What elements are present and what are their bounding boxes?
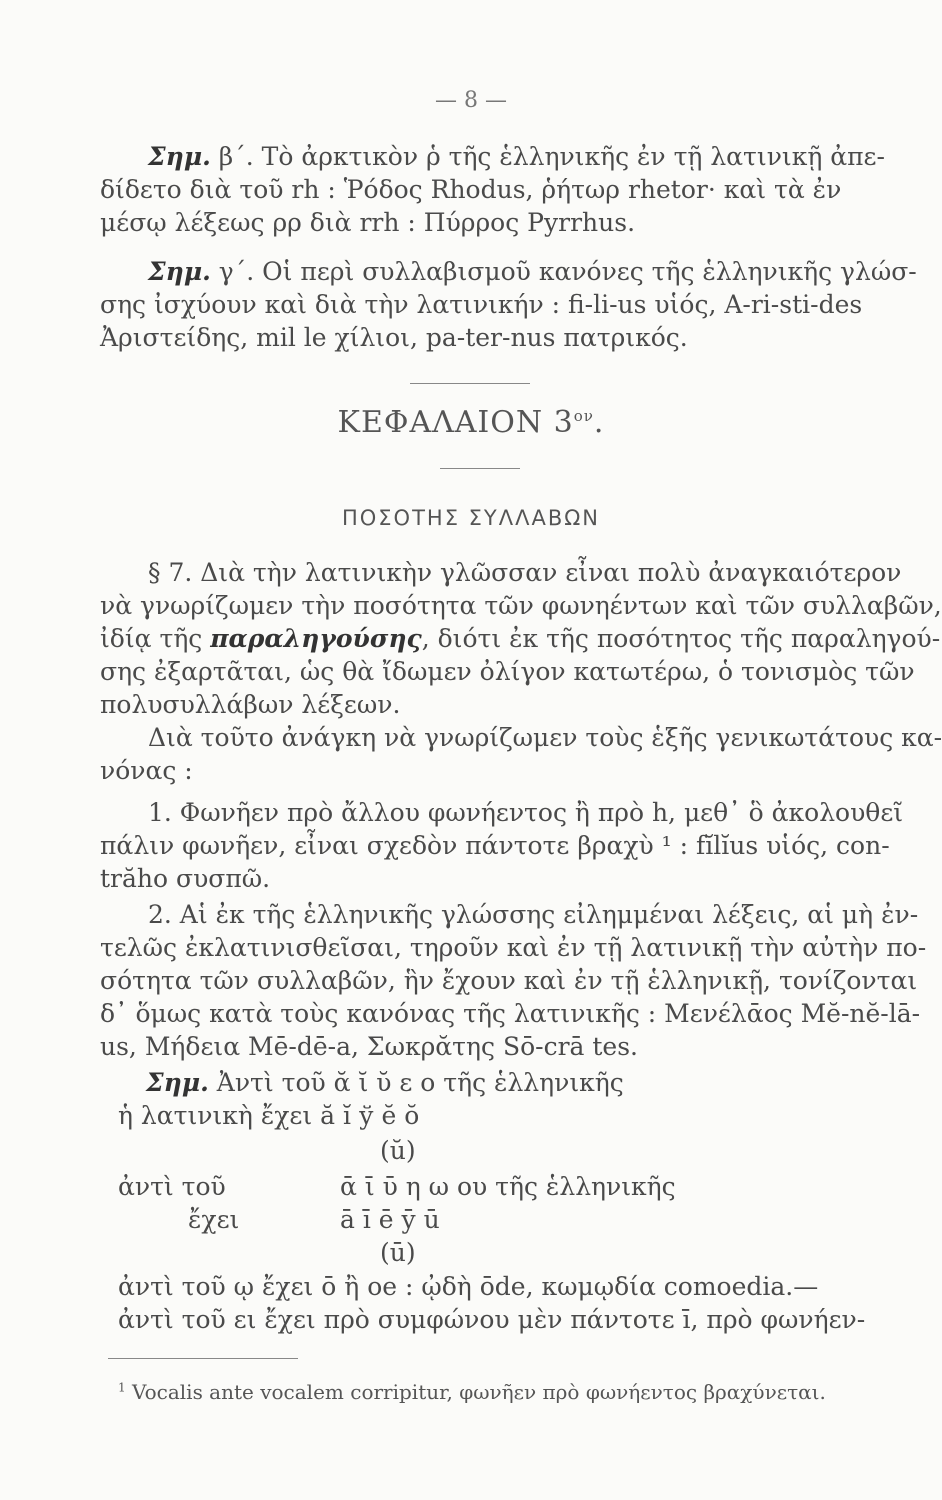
section-7-line-6: Διὰ τοῦτο ἀνάγκη νὰ γνωρίζωμεν τοὺς ἑξῆς γενικωτάτους κα-: [148, 723, 942, 752]
footnote-text: Vocalis ante vocalem corripitur, φωνῆεν πρὸ φωνήεντος βραχύνεται.: [125, 1380, 826, 1404]
page-number: — 8 —: [435, 88, 507, 113]
text: , διότι ἐκ τῆς ποσότητος τῆς παραληγού-: [421, 624, 941, 653]
divider-bottom: [440, 468, 520, 469]
note-beta-line-1: [100, 140, 885, 173]
chapter-title-end: .: [593, 405, 605, 440]
note-gamma-line-1: [100, 255, 917, 288]
note-text: γ΄. Οἱ περὶ συλλαβισμοῦ κανόνες τῆς ἑλληνικῆς γλώσ-: [210, 257, 917, 286]
note-label: Σημ.: [148, 257, 211, 286]
rule-1: [100, 796, 904, 895]
vowel-row-5-values: ā ī ē ȳ ū: [340, 1205, 440, 1234]
note-label: Σημ.: [146, 1068, 209, 1097]
note-beta-line-3: μέσῳ λέξεως ρρ διὰ rrh : Πύρρος Pyrrhus.: [100, 208, 636, 237]
rule-1-line-1: 1. Φωνῆεν πρὸ ἄλλου φωνήεντος ἢ πρὸ h, μεθ᾽ ὃ ἀκολουθεῖ: [148, 798, 904, 827]
rule-2-line-4: δ᾽ ὅμως κατὰ τοὺς κανόνας τῆς λατινικῆς : Μενέλᾱος Mĕ-nĕ-lā-: [100, 999, 921, 1028]
rule-1-line-3: trăho συσπῶ.: [100, 864, 271, 893]
footnote-divider: [108, 1358, 298, 1359]
rule-2-line-1: 2. Αἱ ἐκ τῆς ἑλληνικῆς γλώσσης εἰλημμέναι λέξεις, αἱ μὴ ἐν-: [148, 900, 919, 929]
text: Ἀντὶ τοῦ ᾰ ῐ ῠ ε ο τῆς ἑλληνικῆς: [208, 1068, 624, 1097]
vowel-row-4-values: ᾱ ῑ ῡ η ω ου τῆς ἑλληνικῆς: [340, 1172, 676, 1201]
vowel-row-3: (ŭ): [380, 1136, 416, 1165]
rule-1-line-2: πάλιν φωνῆεν, εἶναι σχεδὸν πάντοτε βραχὺ ¹ : fĭlĭus υἱός, con-: [100, 831, 890, 860]
rule-2-line-3: σότητα τῶν συλλαβῶν, ἣν ἔχουν καὶ ἐν τῇ ἑλληνικῇ, τονίζονται: [100, 966, 918, 995]
note-label: Σημ.: [148, 142, 211, 171]
rule-2: [100, 898, 927, 1063]
emphasis-term: παραληγούσης: [210, 624, 422, 653]
note-gamma-line-2: σης ἰσχύουν καὶ διὰ τὴν λατινικήν : fi-li-us υἱός, A-ri-sti-des: [100, 290, 863, 319]
chapter-title: [0, 405, 942, 440]
section-7: [100, 556, 942, 787]
vowel-row-4-label: ἀντὶ τοῦ: [118, 1172, 226, 1201]
vowel-row-5-label: ἔχει: [188, 1205, 240, 1234]
rule-2-line-5: us, Μήδεια Mē-dē-a, Σωκρᾰτης Sō-crā tes.: [100, 1032, 638, 1061]
section-7-line-1: § 7. Διὰ τὴν λατινικὴν γλῶσσαν εἶναι πολὺ ἀναγκαιότερον: [148, 558, 902, 587]
vowel-row-6: (ū): [380, 1238, 416, 1267]
rule-2-line-2: τελῶς ἐκλατινισθεῖσαι, τηροῦν καὶ ἐν τῇ λατινικῇ τὴν αὐτὴν πο-: [100, 933, 927, 962]
vowel-row-2: ἡ λατινικὴ ἔχει ă ĭ ў ĕ ŏ: [118, 1101, 420, 1130]
note-gamma-line-3: Ἀριστείδης, mil le χίλιοι, pa-ter-nus πατρικός.: [100, 323, 688, 352]
vowel-row-8: ἀντὶ τοῦ ει ἔχει πρὸ συμφώνου μὲν πάντοτε ī, πρὸ φωνήεν-: [118, 1305, 866, 1334]
section-7-line-4: σης ἐξαρτᾶται, ὡς θὰ ἴδωμεν ὀλίγον κατωτέρω, ὁ τονισμὸς τῶν: [100, 657, 915, 686]
text: ἰδίᾳ τῆς: [100, 624, 211, 653]
chapter-subtitle: ΠΟΣΟΤΗΣ ΣΥΛΛΑΒΩΝ: [341, 506, 601, 530]
chapter-ordinal: ον: [573, 407, 594, 425]
section-7-line-5: πολυσυλλάβων λέξεων.: [100, 690, 401, 719]
section-7-line-7: νόνας :: [100, 756, 193, 785]
vowel-row-7: ἀντὶ τοῦ ῳ ἔχει ō ἢ oe : ᾠδὴ ōde, κωμῳδία comoedia.—: [118, 1272, 819, 1301]
note-text: β΄. Τὸ ἀρκτικὸν ῥ τῆς ἑλληνικῆς ἐν τῇ λατινικῇ ἀπε-: [210, 142, 885, 171]
divider-top: [410, 383, 530, 384]
section-7-line-3: [100, 622, 941, 655]
footnote: [118, 1380, 826, 1404]
chapter-title-text: ΚΕΦΑΛΑΙΟΝ 3: [337, 405, 574, 440]
note-beta: [100, 140, 885, 239]
vowel-row-1: [146, 1066, 624, 1099]
footnote-mark: 1: [118, 1380, 126, 1395]
note-beta-line-2: δίδετο διὰ τοῦ rh : Ῥόδος Rhodus, ῥήτωρ rhetor· καὶ τὰ ἐν: [100, 175, 842, 204]
section-7-line-2: νὰ γνωρίζωμεν τὴν ποσότητα τῶν φωνηέντων καὶ τῶν συλλαβῶν,: [100, 591, 942, 620]
note-gamma: [100, 255, 917, 354]
